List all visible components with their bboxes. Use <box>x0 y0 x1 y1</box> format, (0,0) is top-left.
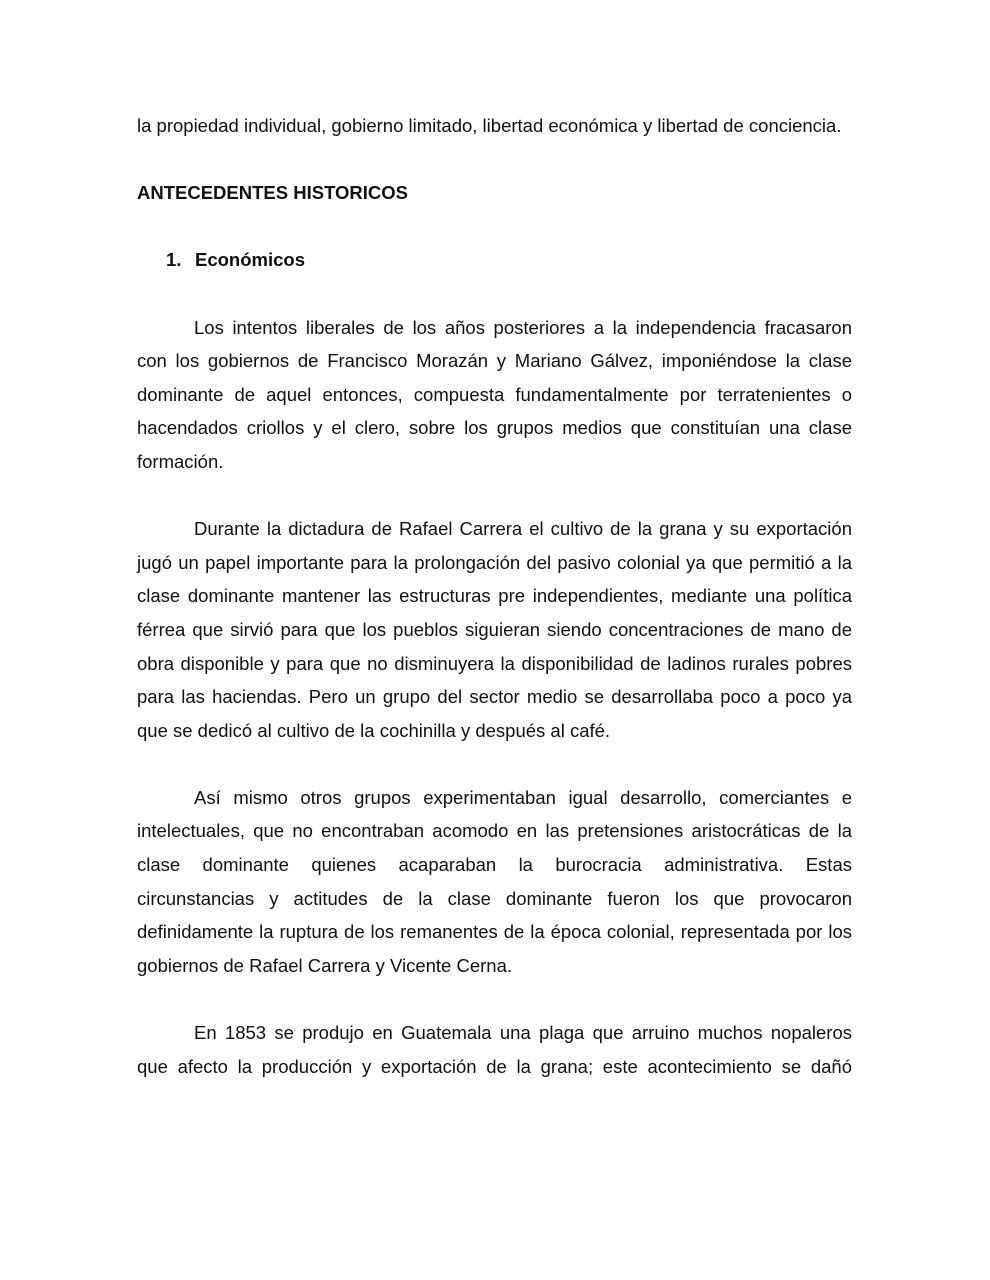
section-heading: ANTECEDENTES HISTORICOS <box>137 182 409 204</box>
body-paragraph: En 1853 se produjo en Guatemala una plaga que arruino muchos nopaleros que afecto la producción y exportación de la grana; este acontecimiento se dañó <box>137 1022 852 1077</box>
body-paragraph: Durante la dictadura de Rafael Carrera el cultivo de la grana y su exportación jugó un papel importante para la prolongación del pasivo colonial ya que permitió a la clase dominante mantener las estructuras pre independientes, mediante una política férrea que sirvió para que los pueblos siguieran siendo concentraciones de mano de obra disponible y para que no disminuyera la disponibilidad de ladinos rurales pobres para las haciendas. Pero un grupo del sector medio se desarrollaba poco a poco ya que se dedicó al cultivo de la cochinilla y después al café. <box>137 518 852 741</box>
list-item-label: Económicos <box>195 249 305 271</box>
body-paragraph: Los intentos liberales de los años posteriores a la independencia fracasaron con los gobiernos de Francisco Morazán y Mariano Gálvez, imponiéndose la clase dominante de aquel entonces, compuesta fundamentalmente por terratenientes o hacendados criollos y el clero, sobre los grupos medios que constituían una clase formación. <box>137 316 852 472</box>
spacer <box>137 143 852 177</box>
spacer <box>137 479 852 513</box>
document-page <box>137 109 852 1083</box>
spacer <box>137 277 852 311</box>
list-item-number: 1. <box>166 249 182 271</box>
intro-paragraph: la propiedad individual, gobierno limitado, libertad económica y libertad de conciencia. <box>137 115 842 136</box>
spacer <box>137 210 852 244</box>
spacer <box>137 747 852 781</box>
spacer <box>137 982 852 1016</box>
body-paragraph: Así mismo otros grupos experimentaban igual desarrollo, comerciantes e intelectuales, que no encontraban acomodo en las pretensiones aristocráticas de la clase dominante quienes acaparaban la burocracia administrativa. Estas circunstancias y actitudes de la clase dominante fueron los que provocaron definidamente la ruptura de los remanentes de la época colonial, representada por los gobiernos de Rafael Carrera y Vicente Cerna. <box>137 786 852 976</box>
list-item-economicos <box>137 243 852 277</box>
